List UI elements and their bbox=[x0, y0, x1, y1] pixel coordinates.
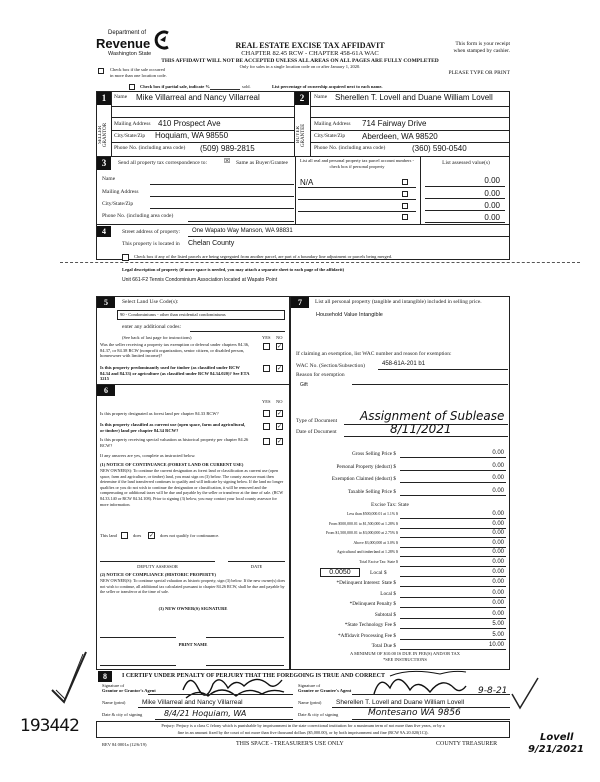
new-owner-signature-title: (3) NEW OWNER(S) SIGNATURE bbox=[158, 606, 228, 611]
wac-label: WAC No. (Section/Subsection) bbox=[296, 363, 365, 369]
see-back-note: (See back of last page for instructions) bbox=[122, 335, 192, 340]
logo-department: Department of bbox=[108, 30, 147, 36]
seller-mailing-field[interactable]: 410 Prospect Ave bbox=[158, 119, 221, 128]
tax-row-value[interactable]: 0.00 bbox=[492, 539, 504, 546]
exemption-label: If claiming an exemption, list WAC number and reason for exemption: bbox=[296, 351, 452, 357]
section-4-number: 4 bbox=[97, 226, 111, 237]
buyer-name-rule bbox=[310, 106, 510, 107]
assessor-date-label: DATE bbox=[250, 564, 263, 569]
corr-phone-field[interactable] bbox=[188, 221, 294, 222]
seller-name-label: Name bbox=[114, 94, 128, 100]
s5-q2-no-checkbox[interactable]: ✓ bbox=[277, 365, 283, 372]
grantee-date-city-field[interactable]: Montesano WA 9856 bbox=[368, 708, 461, 718]
additional-codes-label: enter any additional codes: bbox=[122, 324, 182, 330]
tax-row-value[interactable]: 0.00 bbox=[492, 462, 504, 469]
segregate-checkbox[interactable] bbox=[122, 254, 129, 261]
assessed-rule bbox=[425, 210, 505, 211]
minimum-due-note: A MINIMUM OF $10.00 IS DUE IN FEE(S) AND/OR TAX bbox=[349, 651, 461, 656]
street-address-field[interactable]: One Wapato Way Manson, WA 98831 bbox=[192, 228, 293, 234]
parcel-assessed-value[interactable]: 0.00 bbox=[484, 201, 500, 210]
seller-phone-label: Phone No. (including area code) bbox=[114, 145, 186, 151]
print-name-field-2[interactable] bbox=[206, 665, 284, 666]
assessed-rule bbox=[425, 198, 505, 199]
section-6-number: 6 bbox=[97, 385, 115, 396]
tax-row-label: *Delinquent Interest: State $ bbox=[336, 580, 396, 586]
tax-row-value[interactable]: 0.00 bbox=[492, 530, 504, 537]
section-7-number: 7 bbox=[291, 297, 309, 308]
s5-q1-yes-checkbox[interactable] bbox=[263, 343, 270, 350]
corr-city-label: City/State/Zip bbox=[102, 201, 134, 207]
tax-row-value[interactable]: 0.00 bbox=[492, 559, 504, 565]
s5-yes-header: YES bbox=[262, 335, 271, 340]
parcel-account[interactable]: N/A bbox=[300, 178, 314, 187]
deputy-assessor-field[interactable] bbox=[100, 561, 215, 562]
grantor-sig-label-1: Signature of bbox=[102, 683, 125, 688]
sold-label: sold. bbox=[242, 84, 251, 89]
section3-bottom bbox=[96, 224, 510, 225]
stamp-date: 9/21/2021 bbox=[528, 744, 585, 755]
ownership-note: List percentage of ownership acquired next to each name. bbox=[272, 84, 383, 89]
tax-row-label: *Delinquent Penalty $ bbox=[349, 601, 396, 607]
tax-row-label: *State Technology Fee $ bbox=[344, 622, 396, 628]
section-3-number: 3 bbox=[97, 157, 111, 170]
tax-row-label: Gross Selling Price $ bbox=[352, 451, 396, 457]
seller-name-rule bbox=[111, 106, 294, 107]
personal-property-field[interactable]: Household Value Intangible bbox=[316, 312, 383, 318]
tax-row-label: Exemption Claimed (deduct) $ bbox=[331, 476, 396, 482]
parcel-rule bbox=[298, 211, 416, 212]
grantor-name-field[interactable]: Mike Villarreal and Nancy Villarreal bbox=[142, 699, 243, 706]
perjury-line-2: fine in an amount fixed by the court of not more than five thousand dollars ($5,000.00), or by both imprisonment and fine (RCW 9A.20.020(1C)). bbox=[177, 730, 429, 735]
buyer-side-divider bbox=[310, 91, 311, 156]
notice-compliance-title: (2) NOTICE OF COMPLIANCE (HISTORIC PROPERTY) bbox=[100, 572, 216, 577]
buyer-city-field[interactable]: Aberdeen, WA 98520 bbox=[362, 132, 438, 141]
same-as-buyer-label: Same as Buyer/Grantee bbox=[236, 160, 288, 166]
partial-percent-field[interactable] bbox=[210, 89, 240, 90]
grantee-name-label: Name (print) bbox=[298, 700, 322, 705]
doc-date-field[interactable]: 8/11/2021 bbox=[390, 422, 452, 436]
parcel-assessed-value[interactable]: 0.00 bbox=[484, 189, 500, 198]
revision-number: REV 84 0001a (12/6/19) bbox=[102, 742, 147, 747]
tax-row-value[interactable]: 0.00 bbox=[492, 475, 504, 481]
dor-logo bbox=[96, 30, 186, 60]
grantee-date-city-label: Date & city of signing bbox=[298, 712, 339, 717]
s6-q3-no-checkbox[interactable]: ✓ bbox=[277, 438, 283, 445]
personal-property-checkbox[interactable] bbox=[402, 214, 408, 220]
buyer-city-rule bbox=[310, 142, 510, 143]
reason-rule bbox=[352, 384, 508, 385]
land-use-value: 90 - Condominiums - other than residential condominiums bbox=[120, 312, 226, 317]
grantee-sig-date[interactable]: 9-8-21 bbox=[478, 686, 508, 696]
left-handwritten-number: 193442 bbox=[20, 716, 79, 736]
segregate-note: Check box if any of the listed parcels are being segregated from another parcel, are part of a boundary line adjustment or parcels being merged. bbox=[134, 254, 393, 259]
tax-row-value[interactable]: 0.00 bbox=[492, 600, 504, 606]
s6-q2-yes-checkbox[interactable] bbox=[263, 423, 270, 430]
partial-sale-label: Check box if partial sale, indicate % bbox=[140, 84, 210, 89]
located-in-label: This property is located in bbox=[122, 241, 180, 247]
tax-row-value[interactable]: 0.00 bbox=[492, 487, 504, 494]
tax-row-label: From $1,500,000.01 to $3,000,000 at 2.75% $ bbox=[326, 531, 398, 536]
form-subtitle: CHAPTER 82.45 RCW - CHAPTER 458-61A WAC bbox=[241, 50, 379, 57]
tax-row-label: Total Excise Tax: State $ bbox=[359, 560, 398, 564]
grantee-date-city-rule bbox=[352, 719, 510, 720]
tax-row-rule bbox=[400, 482, 506, 483]
buyer-mailing-field[interactable]: 714 Fairway Drive bbox=[362, 119, 427, 128]
grantee-signature[interactable] bbox=[370, 668, 470, 700]
s5-question-2: Is this property predominantly used for timber (as classified under RCW 84.34 and 84.33) or agriculture (as classified under RCW 84.34.020)? See ETA 3215 bbox=[100, 365, 250, 381]
new-owner-signature-field-2[interactable] bbox=[206, 637, 284, 638]
tax-row-label: Local $ bbox=[380, 590, 396, 597]
notice-continuance-body: NEW OWNER(S): To continue the current designation as forest land or classification as current use (open space, farm and agriculture, or timber) land, you must sign on (3) below. The county assessor must then determine if the land transferred continues to qualify and will indicate by signing below. If the land no longer qualifies or you do not wish to continue the designation or classification, it will be removed and the compensating or additional taxes will be due and payable by the seller or transferor at the time of sale. (RCW 84.33.140 or RCW 84.34.108). Prior to signing (3) below, you may contact your local county assessor for more information. bbox=[100, 468, 284, 507]
s6-question-1: Is this property designated as forest land per chapter 84.33 RCW? bbox=[100, 411, 219, 416]
notice-compliance-body: NEW OWNER(S): To continue special valuation as historic property, sign (3) below. If the new owner(s) does not wish to continue, all additional tax calculated pursuant to chapter 84.26 RCW, shall be due and payable by the seller or transferor at the time of sale. bbox=[100, 578, 286, 595]
tax-row-value[interactable]: 0.00 bbox=[492, 520, 504, 527]
tax-row-rule bbox=[400, 586, 506, 587]
s6-yes-header: YES bbox=[262, 399, 271, 404]
section-1-number: 1 bbox=[97, 92, 111, 105]
grantor-signature[interactable] bbox=[178, 670, 288, 700]
seller-name-rule-2 bbox=[111, 117, 294, 118]
buyer-name-rule-2 bbox=[310, 117, 510, 118]
s6-q1-yes-checkbox[interactable] bbox=[263, 410, 270, 417]
corr-city-field[interactable] bbox=[150, 208, 294, 209]
multi-location-label-1: Check box if the sale occurred bbox=[110, 67, 165, 72]
new-owner-signature-field[interactable] bbox=[100, 637, 176, 638]
tax-row-value[interactable]: 0.00 bbox=[492, 511, 504, 517]
print-name-field[interactable] bbox=[100, 665, 176, 666]
s5-question-1: Was the seller receiving a property tax exemption or deferral under chapters 84.36, 84.37, or 84.38 RCW (nonprofit organization, senior citizen, or disabled person, homeowner with limited income)? bbox=[100, 342, 250, 358]
land-does-checkbox[interactable] bbox=[121, 532, 128, 539]
tax-row-rule bbox=[400, 607, 506, 608]
seller-mailing-label: Mailing Address bbox=[114, 121, 151, 127]
parcels-header: List all real and personal property tax parcel account numbers - check box if personal property bbox=[300, 158, 414, 169]
tax-row-label: *Affidavit Processing Fee $ bbox=[338, 632, 396, 639]
logo-revenue: Revenue bbox=[96, 36, 151, 51]
buyer-side-label: BUYER GRANTEE bbox=[296, 123, 306, 147]
grantor-name-label: Name (print) bbox=[102, 700, 126, 705]
print-name-title: PRINT NAME bbox=[178, 642, 208, 647]
personal-property-checkbox[interactable] bbox=[402, 191, 408, 197]
certify-statement: I CERTIFY UNDER PENALTY OF PERJURY THAT THE FOREGOING IS TRUE AND CORRECT bbox=[122, 673, 385, 679]
seller-city-rule bbox=[111, 142, 294, 143]
reason-label: Reason for exemption bbox=[296, 372, 345, 378]
grantor-date-city-field[interactable]: 8/4/21 Hoquiam, WA bbox=[164, 709, 247, 718]
buyer-city-label: City/State/Zip bbox=[314, 133, 346, 139]
assessor-date-field[interactable] bbox=[228, 561, 285, 562]
tax-row-label: From $500,000.01 to $1,500,000 at 1.28% $ bbox=[328, 521, 398, 526]
tax-row-value[interactable]: 5.00 bbox=[492, 631, 504, 638]
assessed-rule bbox=[425, 186, 505, 187]
local-rule bbox=[400, 576, 506, 577]
s6-question-3: Is this property receiving special valuation as historical property per chapter 84.26 RCW? bbox=[100, 437, 249, 448]
grantor-date-city-label: Date & city of signing bbox=[102, 712, 143, 717]
s6-question-2: Is this property classified as current use (open space, farm and agricultural, or timber) land per chapter 84.34 RCW? bbox=[100, 422, 246, 433]
seller-name-field[interactable]: Mike Villarreal and Nancy Villarreal bbox=[136, 93, 260, 102]
this-land-label: This land bbox=[100, 533, 117, 538]
grantor-sig-rule bbox=[148, 694, 293, 695]
s5-no-header: NO bbox=[276, 335, 283, 340]
corr-phone-label: Phone No. (including area code) bbox=[102, 213, 174, 219]
s5-q1-no-checkbox[interactable]: ✓ bbox=[277, 343, 283, 350]
corr-mailing-label: Mailing Address bbox=[102, 189, 139, 195]
grantor-name-rule bbox=[138, 707, 293, 708]
legal-description-label: Legal description of property (if more space is needed, you may attach a separate sheet to each page of the affidavit) bbox=[122, 267, 345, 272]
logo-mark-icon bbox=[154, 30, 172, 50]
section-8-number: 8 bbox=[98, 671, 112, 682]
seller-city-field[interactable]: Hoquiam, WA 98550 bbox=[155, 131, 229, 140]
grantor-sig-label-2: Grantor or Grantor's Agent bbox=[102, 688, 156, 693]
tax-row-rule bbox=[400, 628, 506, 629]
buyer-mailing-rule bbox=[310, 130, 510, 131]
same-as-buyer-checkbox[interactable]: ☒ bbox=[224, 157, 231, 165]
receipt-note-2: when stamped by cashier. bbox=[453, 48, 510, 54]
additional-codes-field[interactable] bbox=[190, 331, 285, 332]
tax-row-rule bbox=[400, 618, 506, 619]
tax-row-label: Agricultural and timberland at 1.28% $ bbox=[336, 550, 398, 555]
parcel-assessed-value[interactable]: 0.00 bbox=[484, 176, 500, 185]
county-field[interactable]: Chelan County bbox=[188, 240, 235, 247]
deputy-assessor-label: DEPUTY ASSESSOR bbox=[137, 564, 178, 569]
grantee-sig-rule bbox=[352, 694, 510, 695]
buyer-phone-label: Phone No. (including area code) bbox=[314, 145, 386, 151]
if-yes-note: If any answers are yes, complete as instructed below. bbox=[100, 453, 196, 458]
street-address-label: Street address of property: bbox=[122, 229, 181, 235]
stamp-name: Lovell bbox=[540, 732, 574, 743]
receipt-note-1: This form is your receipt bbox=[455, 41, 510, 47]
treasurer-use-only: THIS SPACE - TREASURER'S USE ONLY bbox=[236, 741, 344, 747]
tax-row-rule bbox=[400, 556, 506, 557]
doc-date-label: Date of Document bbox=[296, 429, 337, 435]
multi-location-label-2: in more than one location code. bbox=[110, 73, 167, 78]
tax-row-rule bbox=[400, 649, 506, 650]
segregate-rule bbox=[60, 262, 580, 263]
doc-type-field[interactable]: Assignment of Sublease bbox=[360, 409, 505, 423]
form-title: REAL ESTATE EXCISE TAX AFFIDAVIT bbox=[235, 41, 385, 50]
buyer-name-label: Name bbox=[314, 94, 328, 100]
tax-row-rule bbox=[400, 495, 506, 496]
corr-name-label: Name bbox=[102, 176, 116, 182]
corr-mailing-field[interactable] bbox=[150, 196, 294, 197]
s6-no-header: NO bbox=[276, 399, 283, 404]
please-type: PLEASE TYPE OR PRINT bbox=[448, 70, 510, 76]
doc-date-rule bbox=[344, 436, 508, 437]
reason-field[interactable]: Gift bbox=[300, 382, 308, 388]
left-checkmark-icon bbox=[50, 650, 90, 705]
partial-sale-checkbox[interactable] bbox=[129, 84, 135, 90]
assessed-rule bbox=[425, 222, 505, 223]
personal-property-checkbox[interactable] bbox=[402, 203, 408, 209]
parcels-divider bbox=[295, 156, 296, 224]
tax-row-rule bbox=[400, 639, 506, 640]
does-label: does bbox=[133, 533, 142, 538]
grantor-date-city-rule bbox=[155, 719, 293, 720]
tax-row-label: Total Due $ bbox=[371, 643, 396, 649]
excise-state-heading: Excise Tax: State bbox=[370, 502, 409, 508]
parcel-assessed-value[interactable]: 0.00 bbox=[484, 213, 500, 222]
s6-q3-yes-checkbox[interactable] bbox=[263, 438, 270, 445]
grantee-name-field[interactable]: Sherellen T. Lovell and Duane William Lovell bbox=[336, 699, 465, 706]
grantee-sig-label-1: Signature of bbox=[298, 683, 321, 688]
tax-row-rule bbox=[400, 457, 506, 458]
tax-row-value[interactable]: 0.00 bbox=[492, 589, 504, 596]
local-label: Local $ bbox=[370, 570, 387, 576]
completion-warning: THIS AFFIDAVIT WILL NOT BE ACCEPTED UNLESS ALL AREAS ON ALL PAGES ARE FULLY COMPLETED bbox=[161, 58, 439, 64]
legal-description-field[interactable]: Unit 661-F2 Tennis Condominium Association located at Wapato Point bbox=[122, 277, 278, 283]
buyer-mailing-label: Mailing Address bbox=[314, 121, 351, 127]
assessed-divider bbox=[420, 156, 421, 224]
section-2-number: 2 bbox=[295, 92, 309, 105]
logo-state: Washington State bbox=[108, 51, 152, 57]
see-instructions-note: *SEE INSTRUCTIONS bbox=[383, 657, 427, 662]
seller-side-label: SELLER GRANTOR bbox=[98, 122, 108, 148]
local-value[interactable]: 0.00 bbox=[492, 569, 504, 575]
send-correspondence-label: Send all property tax correspondence to: bbox=[118, 160, 208, 166]
doc-type-label: Type of Document bbox=[296, 418, 338, 424]
tax-row-label: Subtotal $ bbox=[374, 611, 396, 618]
section5-bottom bbox=[96, 384, 289, 385]
tax-row-value[interactable]: 0.00 bbox=[492, 549, 504, 556]
land-use-label: Select Land Use Code(s): bbox=[122, 299, 179, 305]
s5-q2-yes-checkbox[interactable] bbox=[263, 365, 270, 372]
local-rate-value: 0.0050 bbox=[329, 569, 351, 576]
corr-name-field[interactable] bbox=[150, 184, 294, 185]
parcel-rule bbox=[298, 199, 416, 200]
tax-row-rule bbox=[400, 597, 506, 598]
tax-row-label: Personal Property (deduct) $ bbox=[336, 463, 396, 470]
tax-row-value[interactable]: 0.00 bbox=[492, 450, 504, 456]
tax-row-rule bbox=[400, 566, 506, 567]
tax-row-value[interactable]: 5.00 bbox=[492, 621, 504, 627]
land-does-not-checkbox[interactable]: ✓ bbox=[149, 532, 155, 539]
tax-row-value[interactable]: 0.00 bbox=[492, 579, 504, 585]
seller-phone-field[interactable]: (509) 989-2815 bbox=[200, 144, 255, 153]
street-rule bbox=[188, 236, 510, 237]
s6-q1-no-checkbox[interactable]: ✓ bbox=[277, 410, 283, 417]
date-note: Only for sales in a single location code on or after January 1, 2020. bbox=[239, 64, 361, 69]
buyer-name-field[interactable]: Sherellen T. Lovell and Duane William Lovell bbox=[335, 93, 493, 102]
county-treasurer: COUNTY TREASURER bbox=[436, 741, 498, 747]
right-checkmark-icon bbox=[510, 676, 540, 711]
parties-bottom bbox=[96, 156, 510, 157]
notice-continuance-title: (1) NOTICE OF CONTINUANCE (FOREST LAND OR CURRENT USE) bbox=[100, 462, 244, 467]
wac-rule bbox=[378, 369, 508, 370]
tax-row-rule bbox=[400, 528, 506, 529]
tax-row-rule bbox=[400, 547, 506, 548]
grantee-sig-label-2: Grantee or Grantee's Agent bbox=[298, 688, 352, 693]
tax-row-label: Above $3,000,000 at 3.0% $ bbox=[353, 540, 398, 545]
personal-property-checkbox[interactable] bbox=[402, 179, 408, 185]
s6-q2-no-checkbox[interactable]: ✓ bbox=[277, 423, 283, 430]
wac-field[interactable]: 458-61A-201 b1 bbox=[382, 361, 426, 367]
multi-location-checkbox[interactable] bbox=[98, 68, 104, 74]
parcel-rule bbox=[298, 187, 416, 188]
does-not-label: does not qualify for continuance. bbox=[160, 533, 220, 538]
tax-row-rule bbox=[400, 518, 506, 519]
assessed-header: List assessed value(s) bbox=[442, 160, 490, 166]
buyer-phone-field[interactable]: (360) 590-0540 bbox=[412, 144, 467, 153]
perjury-line-1: Perjury: Perjury is a class C felony which is punishable by imprisonment in the state correctional institution for a maximum term of not more than five years, or by a bbox=[161, 723, 445, 728]
seller-side-divider bbox=[111, 91, 112, 156]
personal-property-label: List all personal property (tangible and intangible) included in selling price. bbox=[315, 299, 482, 305]
tax-row-value[interactable]: 10.00 bbox=[488, 642, 504, 648]
tax-row-label: Less than $500,000.01 at 1.1% $ bbox=[346, 512, 398, 516]
tax-row-value[interactable]: 0.00 bbox=[492, 610, 504, 617]
seller-city-label: City/State/Zip bbox=[114, 133, 146, 139]
section-5-number: 5 bbox=[97, 297, 115, 308]
tax-row-label: Taxable Selling Price $ bbox=[347, 488, 396, 495]
tax-row-rule bbox=[400, 537, 506, 538]
tax-row-rule bbox=[400, 470, 506, 471]
